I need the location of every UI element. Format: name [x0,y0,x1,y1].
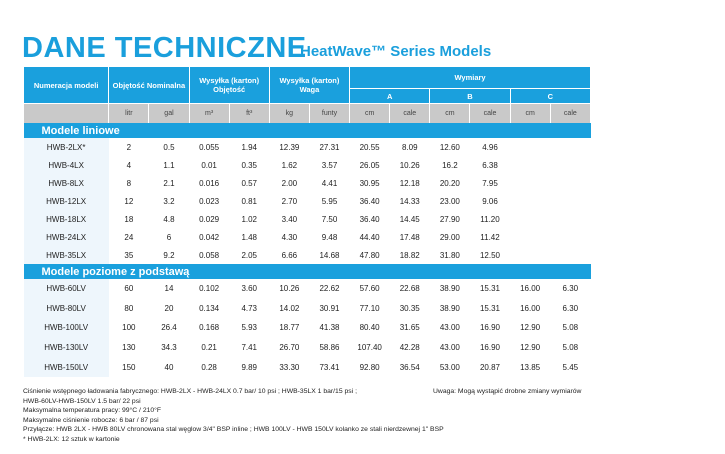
table-cell: 42.28 [399,343,420,353]
table-cell: 0.81 [241,196,258,206]
table-cell [550,228,590,246]
table-cell [510,228,550,246]
table-cell: 10.26 [399,160,420,170]
table-cell: 31.80 [439,250,460,260]
table-cell: 92.80 [359,362,380,372]
table-cell: 22.62 [319,284,340,294]
table-cell: 18.77 [279,323,300,333]
header-ship-volume: Wysyłka (karton) Objętość [189,67,269,104]
model-name: HWB-12LX [24,192,109,210]
table-cell: 14 [164,284,174,294]
table-cell: 4.8 [163,214,175,224]
table-cell [510,138,550,156]
table-cell: 0.023 [199,196,220,206]
table-cell: 53.00 [439,362,460,372]
unit-cell: gal [149,104,189,124]
table-cell: 20.55 [359,142,380,152]
table-cell: 0.042 [199,232,220,242]
table-cell: 6.66 [281,250,298,260]
table-cell: 0.134 [199,303,220,313]
table-cell: 3.57 [321,160,338,170]
table-cell [510,174,550,192]
table-cell: 20 [164,303,174,313]
model-name: HWB-2LX* [24,138,109,156]
table-cell: 0.058 [199,250,220,260]
table-cell: 18.82 [399,250,420,260]
unit-cell: cm [350,104,390,124]
table-cell: 34.3 [161,343,177,353]
table-cell: 7.95 [482,178,498,188]
table-cell: 12.18 [399,178,420,188]
table-cell: 36.54 [399,362,420,372]
table-cell: 38.90 [439,303,460,313]
unit-cell: cale [390,104,430,124]
table-cell: 14.02 [279,303,300,313]
table-cell: 36.40 [359,196,380,206]
table-row [24,279,591,299]
table-cell: 26.4 [161,323,177,333]
table-cell [550,156,590,174]
spec-table [23,66,591,377]
table-cell: 4.30 [281,232,298,242]
table-row [24,318,591,338]
table-cell: 30.95 [359,178,380,188]
unit-cell: litr [109,104,149,124]
table-cell: 0.055 [199,142,220,152]
header-b: B [430,89,510,104]
table-cell: 0.28 [201,362,217,372]
table-cell: 4.96 [482,142,498,152]
table-cell: 30.35 [399,303,420,313]
units-row [24,104,591,124]
table-cell [510,192,550,210]
table-cell: 44.40 [359,232,380,242]
table-cell: 9.2 [163,250,175,260]
table-cell: 8 [126,178,132,188]
table-cell: 12.90 [520,343,541,353]
table-cell: 150 [122,362,136,372]
table-cell: 77.10 [359,303,380,313]
table-cell: 0.01 [201,160,217,170]
table-cell [550,210,590,228]
section-title: Modele poziome z podstawą [24,264,591,279]
table-cell: 0.168 [199,323,220,333]
model-name: HWB-150LV [24,357,109,377]
table-cell: 0.102 [199,284,220,294]
table-cell: 15.31 [479,284,501,294]
remark: Uwaga: Mogą wystąpić drobne zmiany wymiarów [433,388,582,395]
header-model: Numeracja modeli [24,67,109,104]
table-cell: 12.50 [479,250,501,260]
unit-cell: cale [550,104,590,124]
table-cell: 73.41 [319,362,340,372]
table-cell: 16.2 [442,160,458,170]
table-cell: 20.87 [479,362,501,372]
table-cell: 12.60 [439,142,460,152]
table-cell: 9.89 [241,362,258,372]
unit-cell: cale [470,104,510,124]
table-cell: 7.41 [241,343,258,353]
table-row [24,228,591,246]
table-cell: 80.40 [359,323,380,333]
table-cell: 24 [124,232,134,242]
table-cell: 16.90 [479,343,501,353]
table-row [24,210,591,228]
table-cell: 2 [126,142,132,152]
table-row [24,138,591,156]
table-cell: 58.86 [319,343,340,353]
unit-cell: kg [269,104,309,124]
unit-cell: ft³ [229,104,269,124]
table-cell: 0.029 [199,214,220,224]
table-cell: 33.30 [279,362,300,372]
table-cell: 5.08 [562,323,579,333]
unit-cell [24,104,109,124]
table-cell: 35 [124,250,134,260]
section-row [24,123,591,138]
table-cell [550,138,590,156]
note: Maksymalna temperatura pracy: 99°C / 210°F [23,407,162,415]
table-row [24,174,591,192]
table-cell: 31.65 [399,323,420,333]
table-cell: 80 [124,303,134,313]
table-cell: 18 [124,214,134,224]
model-name: HWB-80LV [24,299,109,319]
table-cell: 6 [166,232,172,242]
table-row [24,299,591,319]
table-cell: 4.41 [321,178,338,188]
table-cell: 27.31 [319,142,340,152]
table-cell [510,246,550,264]
note: HWB-60LV-HWB-150LV 1.5 bar/ 22 psi [23,397,141,405]
table-cell: 22.68 [399,284,420,294]
table-cell: 3.2 [163,196,175,206]
table-cell: 0.35 [241,160,258,170]
header-volume: Objętość Nominalna [109,67,189,104]
table-cell: 0.016 [199,178,220,188]
table-cell: 16.00 [520,284,541,294]
table-cell: 130 [122,343,136,353]
table-cell: 1.1 [163,160,175,170]
unit-cell: m³ [189,104,229,124]
table-cell: 40 [164,362,174,372]
table-cell: 14.68 [319,250,340,260]
table-cell: 11.42 [480,232,500,242]
table-cell: 2.1 [163,178,175,188]
header-c: C [510,89,590,104]
model-name: HWB-130LV [24,338,109,358]
table-cell: 13.85 [520,362,541,372]
table-cell [550,174,590,192]
table-cell: 1.48 [241,232,258,242]
table-cell: 17.48 [399,232,420,242]
table-cell: 6.30 [562,303,579,313]
model-name: HWB-8LX [24,174,109,192]
model-name: HWB-24LX [24,228,109,246]
table-cell: 36.40 [359,214,380,224]
table-cell: 16.90 [479,323,501,333]
table-row [24,156,591,174]
table-cell: 107.40 [357,343,382,353]
notes [23,387,723,445]
header-a: A [350,89,430,104]
table-cell: 20.20 [439,178,460,188]
table-cell: 14.45 [399,214,420,224]
table-row [24,338,591,358]
table-cell: 3.60 [241,284,258,294]
model-name: HWB-4LX [24,156,109,174]
table-cell: 4 [126,160,132,170]
table-cell: 16.00 [520,303,541,313]
table-cell: 5.08 [562,343,579,353]
table-cell: 1.94 [241,142,258,152]
table-cell: 60 [124,284,134,294]
page-title: DANE TECHNICZNE [22,32,307,64]
table-cell: 2.05 [241,250,258,260]
table-cell: 14.33 [399,196,420,206]
table-cell: 1.62 [281,160,298,170]
table-cell: 3.40 [281,214,298,224]
header-dimensions: Wymiary [350,67,591,89]
table-row [24,246,591,264]
model-name: HWB-18LX [24,210,109,228]
table-cell: 10.26 [279,284,300,294]
table-cell: 12 [124,196,134,206]
table-cell [550,246,590,264]
table-cell: 0.57 [241,178,258,188]
table-cell: 29.00 [439,232,460,242]
unit-cell: funty [309,104,349,124]
table-cell: 26.05 [359,160,380,170]
note: * HWB-2LX: 12 sztuk w kartonie [23,435,120,443]
table-cell: 0.21 [201,343,217,353]
section-title: Modele liniowe [24,123,591,138]
table-row [24,192,591,210]
table-cell: 47.80 [359,250,380,260]
table-cell: 6.30 [562,284,579,294]
table-cell [510,210,550,228]
unit-cell: cm [430,104,470,124]
table-cell [510,156,550,174]
table-cell [550,192,590,210]
table-cell: 23.00 [439,196,460,206]
table-cell: 30.91 [319,303,340,313]
note: Maksymalne ciśnienie robocze: 6 bar / 87 psi [23,416,159,424]
table-cell: 26.70 [279,343,300,353]
table-cell: 5.95 [321,196,338,206]
model-name: HWB-35LX [24,246,109,264]
table-cell: 12.90 [520,323,541,333]
table-cell: 12.39 [279,142,300,152]
table-cell: 43.00 [439,343,460,353]
table-cell: 11.20 [480,214,500,224]
model-name: HWB-60LV [24,279,109,299]
note: Przyłącze: HWB 2LX - HWB 80LV chronowana stal węglow 3/4" BSP inline ; HWB 100LV - HWB 150LV kolanko ze stali nierdzewnej 1" BSP [23,426,444,434]
table-cell: 57.60 [359,284,380,294]
page-subtitle: HeatWave™ Series Models [300,43,492,60]
table-cell: 9.06 [482,196,498,206]
table-cell: 6.38 [482,160,498,170]
table-cell: 2.70 [281,196,298,206]
table-cell: 1.02 [241,214,258,224]
table-cell: 7.50 [321,214,338,224]
table-cell: 27.90 [439,214,460,224]
table-cell: 100 [122,323,136,333]
table-cell: 2.00 [281,178,298,188]
table-cell: 9.48 [321,232,338,242]
table-cell: 41.38 [319,323,340,333]
table-cell: 5.45 [562,362,579,372]
section-row [24,264,591,279]
table-cell: 38.90 [439,284,460,294]
header-ship-weight: Wysyłka (karton) Waga [269,67,349,104]
table-cell: 15.31 [479,303,501,313]
unit-cell: cm [510,104,550,124]
table-cell: 8.09 [401,142,418,152]
model-name: HWB-100LV [24,318,109,338]
table-cell: 43.00 [439,323,460,333]
table-cell: 0.5 [163,142,175,152]
note: Ciśnienie wstępnego ładowania fabrycznego: HWB-2LX - HWB-24LX 0.7 bar/ 10 psi ; HWB-35LX 1 bar/15 psi ; [23,388,357,395]
table-cell: 4.73 [241,303,258,313]
table-cell: 5.93 [241,323,258,333]
table-row [24,357,591,377]
